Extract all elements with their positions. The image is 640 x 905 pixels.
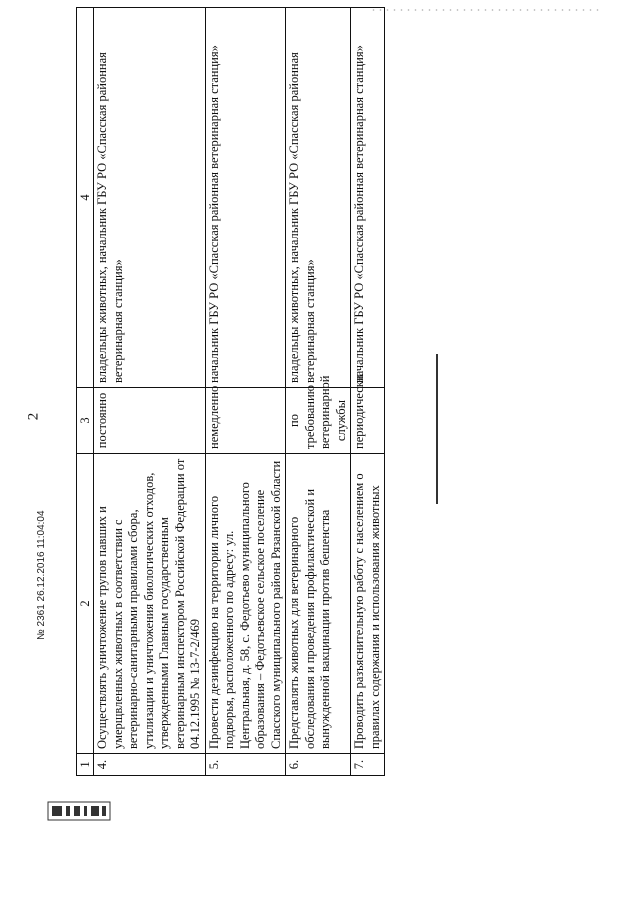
table-header-row <box>77 8 94 776</box>
row-number: 4. <box>94 754 206 776</box>
scan-noise <box>370 8 600 12</box>
row-term: постоянно <box>94 388 206 454</box>
signature-line <box>436 354 438 504</box>
table-row <box>351 8 385 776</box>
row-action: Осуществлять уничтожение трупов павших и умерщвленных животных в соответствии с ветеринарно-санитарными правилами сбора, утилизации и уничтожения биологических отходов, утвержденными Главным государственным ветеринарным инспектором Российской Федерации от 04.12.1995 № 13-7-2/469 <box>94 454 206 754</box>
row-responsible: начальник ГБУ РО «Спасская районная ветеринарная станция» <box>351 8 385 388</box>
row-responsible: владельцы животных, начальник ГБУ РО «Спасская районная ветеринарная станция» <box>286 8 351 388</box>
page-number: 2 <box>25 412 42 421</box>
measures-table-container <box>76 8 382 776</box>
row-responsible: начальник ГБУ РО «Спасская районная ветеринарная станция» <box>205 8 286 388</box>
table-row <box>286 8 351 776</box>
registry-logo <box>46 800 112 822</box>
row-action: Представлять животных для ветеринарного обследования и проведения профилактической и вынужденной вакцинации против бешенства <box>286 454 351 754</box>
registration-stamp: № 2361 26.12.2016 11:04:04 <box>36 510 47 640</box>
table-row <box>205 8 286 776</box>
row-action: Проводить разъяснительную работу с населением о правилах содержания и использования животных <box>351 454 385 754</box>
row-responsible: владельцы животных, начальник ГБУ РО «Спасская районная ветеринарная станция» <box>94 8 206 388</box>
measures-table <box>76 7 385 776</box>
header-cell-3: 3 <box>77 388 94 454</box>
row-action: Провести дезинфекцию на территории личного подворья, расположенного по адресу: ул. Центральная, д. 58, с. Федотьево муниципального образования – Федотьевское сельское поселение Спасского муниципального района Рязанской области <box>205 454 286 754</box>
header-cell-2: 2 <box>77 454 94 754</box>
row-term: немедленно <box>205 388 286 454</box>
header-cell-4: 4 <box>77 8 94 388</box>
header-cell-1: 1 <box>77 754 94 776</box>
row-number: 5. <box>205 754 286 776</box>
row-number: 6. <box>286 754 351 776</box>
row-number: 7. <box>351 754 385 776</box>
table-row <box>94 8 206 776</box>
row-term: периодически <box>351 388 385 454</box>
row-term: по требованию ветеринарной службы <box>286 388 351 454</box>
